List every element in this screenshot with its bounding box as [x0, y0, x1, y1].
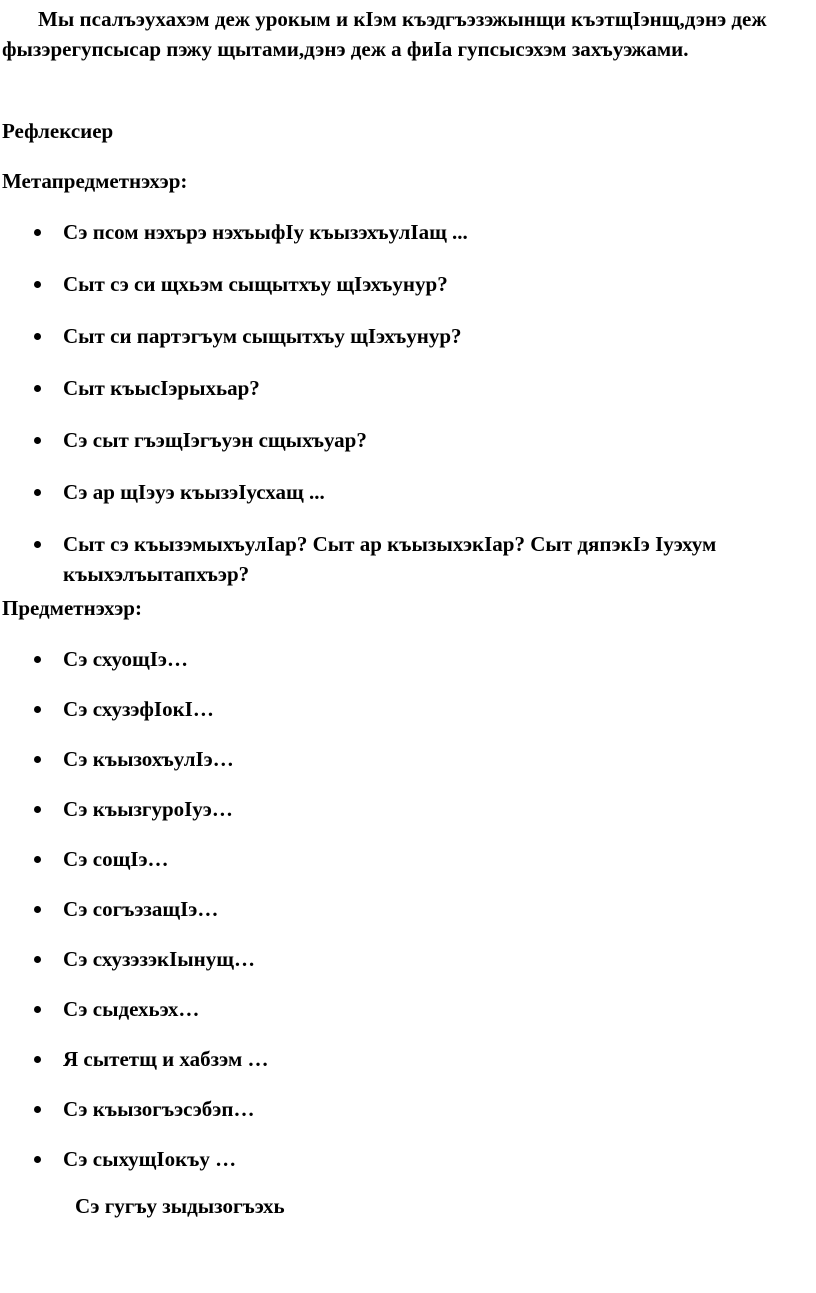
list-item-text: Сыт къысIэрыхьар? [63, 376, 260, 400]
bullet-icon [34, 806, 41, 813]
list-item-text: Сэ схузэфIокI… [63, 697, 214, 721]
list-item-text: Сэ схузэзэкIынущ… [63, 947, 256, 971]
list-item [0, 321, 816, 351]
list-item-text: Сэ къызогъэсэбэп… [63, 1097, 255, 1121]
list-item-text: Сэ согъэзащIэ… [63, 897, 219, 921]
bullet-icon [34, 541, 41, 548]
bullet-icon [34, 956, 41, 963]
meta-list [0, 217, 816, 589]
intro-paragraph: Мы псалъэухахэм деж урокым и кIэм къэдгъэзэжынщи къэтщIэнщ,дэнэ деж фызэрегупсысар пэжу щытами,дэнэ деж а фиIа гупсысэхэм захъуэжами. [2, 7, 767, 61]
bullet-icon [34, 1106, 41, 1113]
reflection-heading: Рефлексиер [2, 119, 114, 143]
list-item-text: Сэ схуощIэ… [63, 647, 188, 671]
list-item-text: Сэ сыхущIокъу … [63, 1147, 237, 1171]
bullet-icon [34, 333, 41, 340]
list-item [0, 1044, 816, 1074]
list-item-text: Я сытетщ и хабзэм … [63, 1047, 269, 1071]
list-item-text: Сэ ар щIэуэ къызэIусхащ ... [63, 480, 325, 504]
list-item-text: Сыт сэ си щхьэм сыщытхъу щIэхъунур? [63, 272, 448, 296]
list-item [0, 1094, 816, 1124]
list-item-text: Сэ сощIэ… [63, 847, 169, 871]
list-item [0, 477, 816, 507]
meta-heading: Метапредметнэхэр: [2, 169, 188, 193]
list-item-text: Сэ псом нэхърэ нэхъыфIу къызэхъулIащ ... [63, 220, 468, 244]
subject-heading: Предметнэхэр: [2, 596, 142, 620]
bullet-icon [34, 229, 41, 236]
bullet-icon [34, 1156, 41, 1163]
list-item-text: Сэ сыт гъэщIэгъуэн сщыхъуар? [63, 428, 367, 452]
list-item [0, 1144, 816, 1174]
bullet-icon [34, 906, 41, 913]
list-item [0, 994, 816, 1024]
list-item [0, 269, 816, 299]
list-item-text: Сэ къызгуроIуэ… [63, 797, 233, 821]
bullet-icon [34, 756, 41, 763]
list-item-text: Сэ сыдехьэх… [63, 997, 200, 1021]
list-item-text: Сэ къызохъулIэ… [63, 747, 234, 771]
bullet-icon [34, 856, 41, 863]
list-item [0, 694, 816, 724]
bullet-icon [34, 489, 41, 496]
bullet-icon [34, 706, 41, 713]
list-item [0, 794, 816, 824]
list-item [0, 529, 816, 589]
list-item [0, 217, 816, 247]
list-item [0, 944, 816, 974]
bullet-icon [34, 1006, 41, 1013]
closing-line: Сэ гугъу зыдызогъэхь [75, 1194, 285, 1218]
list-item [0, 425, 816, 455]
list-item-text: Сыт сэ къызэмыхъулIар? Сыт ар къызыхэкIар? Сыт дяпэкIэ Iуэхум къыхэлъытапхъэр? [63, 532, 717, 586]
bullet-icon [34, 437, 41, 444]
list-item [0, 894, 816, 924]
list-item [0, 644, 816, 674]
bullet-icon [34, 385, 41, 392]
list-item [0, 844, 816, 874]
subject-list [0, 644, 816, 1174]
list-item-text: Сыт си партэгъум сыщытхъу щIэхъунур? [63, 324, 462, 348]
bullet-icon [34, 281, 41, 288]
list-item [0, 744, 816, 774]
bullet-icon [34, 656, 41, 663]
bullet-icon [34, 1056, 41, 1063]
list-item [0, 373, 816, 403]
